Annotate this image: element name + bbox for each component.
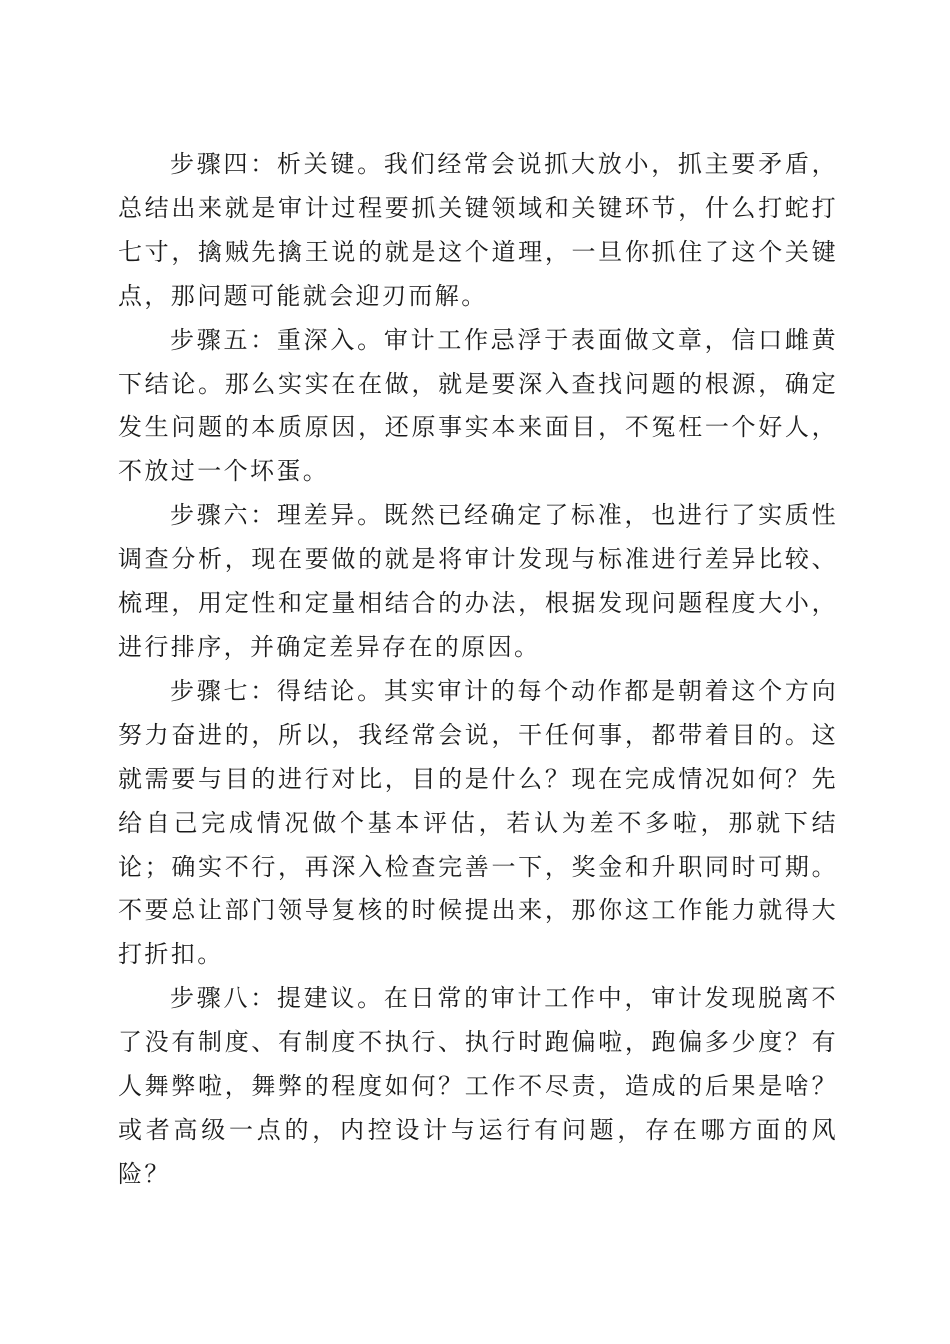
paragraph-step-8: 步骤八：提建议。在日常的审计工作中，审计发现脱离不了没有制度、有制度不执行、执行时跑偏啦，跑偏多少度？有人舞弊啦，舞弊的程度如何？工作不尽责，造成的后果是啥？或者高级一点的，内控设计与运行有问题，存在哪方面的风险？	[118, 984, 838, 1188]
paragraph-step-4: 步骤四：析关键。我们经常会说抓大放小，抓主要矛盾，总结出来就是审计过程要抓关键领域和关键环节，什么打蛇打七寸，擒贼先擒王说的就是这个道理，一旦你抓住了这个关键点，那问题可能就会迎刃而解。	[118, 150, 838, 310]
paragraph-step-5: 步骤五：重深入。审计工作忌浮于表面做文章，信口雌黄下结论。那么实实在在做，就是要深入查找问题的根源，确定发生问题的本质原因，还原事实本来面目，不冤枉一个好人，不放过一个坏蛋。	[118, 325, 838, 486]
paragraph-step-7: 步骤七：得结论。其实审计的每个动作都是朝着这个方向努力奋进的，所以，我经常会说，干任何事，都带着目的。这就需要与目的进行对比，目的是什么？现在完成情况如何？先给自己完成情况做个基本评估，若认为差不多啦，那就下结论；确实不行，再深入检查完善一下，奖金和升职同时可期。不要总让部门领导复核的时候提出来，那你这工作能力就得大打折扣。	[118, 676, 838, 969]
paragraph-step-6: 步骤六：理差异。既然已经确定了标准，也进行了实质性调查分析，现在要做的就是将审计发现与标准进行差异比较、梳理，用定性和定量相结合的办法，根据发现问题程度大小，进行排序，并确定差异存在的原因。	[118, 501, 838, 661]
document-body	[118, 143, 838, 1197]
